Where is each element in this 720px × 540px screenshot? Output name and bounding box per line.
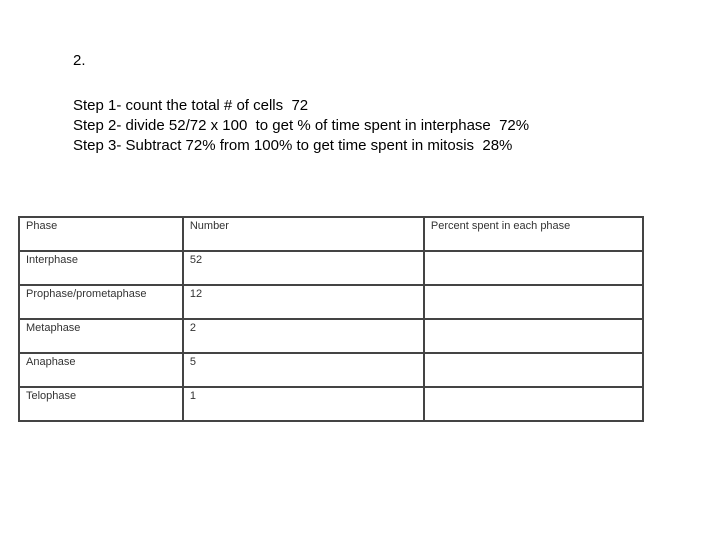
cell-percent xyxy=(424,353,643,387)
cell-percent xyxy=(424,387,643,421)
cell-number: 2 xyxy=(183,319,424,353)
steps-block xyxy=(73,96,529,156)
table-row xyxy=(19,353,643,387)
table-row xyxy=(19,387,643,421)
step-2-text: Step 2- divide 52/72 x 100 to get % of time spent in interphase 72% xyxy=(73,117,530,134)
step-3-text: Step 3- Subtract 72% from 100% to get time spent in mitosis 28% xyxy=(73,137,513,154)
cell-phase: Metaphase xyxy=(19,319,183,353)
header-number: Number xyxy=(183,217,424,251)
table-row xyxy=(19,319,643,353)
cell-phase: Anaphase xyxy=(19,353,183,387)
header-percent: Percent spent in each phase xyxy=(424,217,643,251)
step-1-text: Step 1- count the total # of cells 72 xyxy=(73,97,309,114)
cell-number: 5 xyxy=(183,353,424,387)
table-row xyxy=(19,285,643,319)
cell-phase: Telophase xyxy=(19,387,183,421)
cell-number: 52 xyxy=(183,251,424,285)
cell-number: 1 xyxy=(183,387,424,421)
cell-phase: Prophase/prometaphase xyxy=(19,285,183,319)
header-phase: Phase xyxy=(19,217,183,251)
table-header-row xyxy=(19,217,643,251)
cell-percent xyxy=(424,319,643,353)
cell-percent xyxy=(424,285,643,319)
cell-phase: Interphase xyxy=(19,251,183,285)
cell-percent xyxy=(424,251,643,285)
phase-table xyxy=(18,216,644,422)
question-number: 2. xyxy=(73,52,86,69)
cell-number: 12 xyxy=(183,285,424,319)
table-row xyxy=(19,251,643,285)
